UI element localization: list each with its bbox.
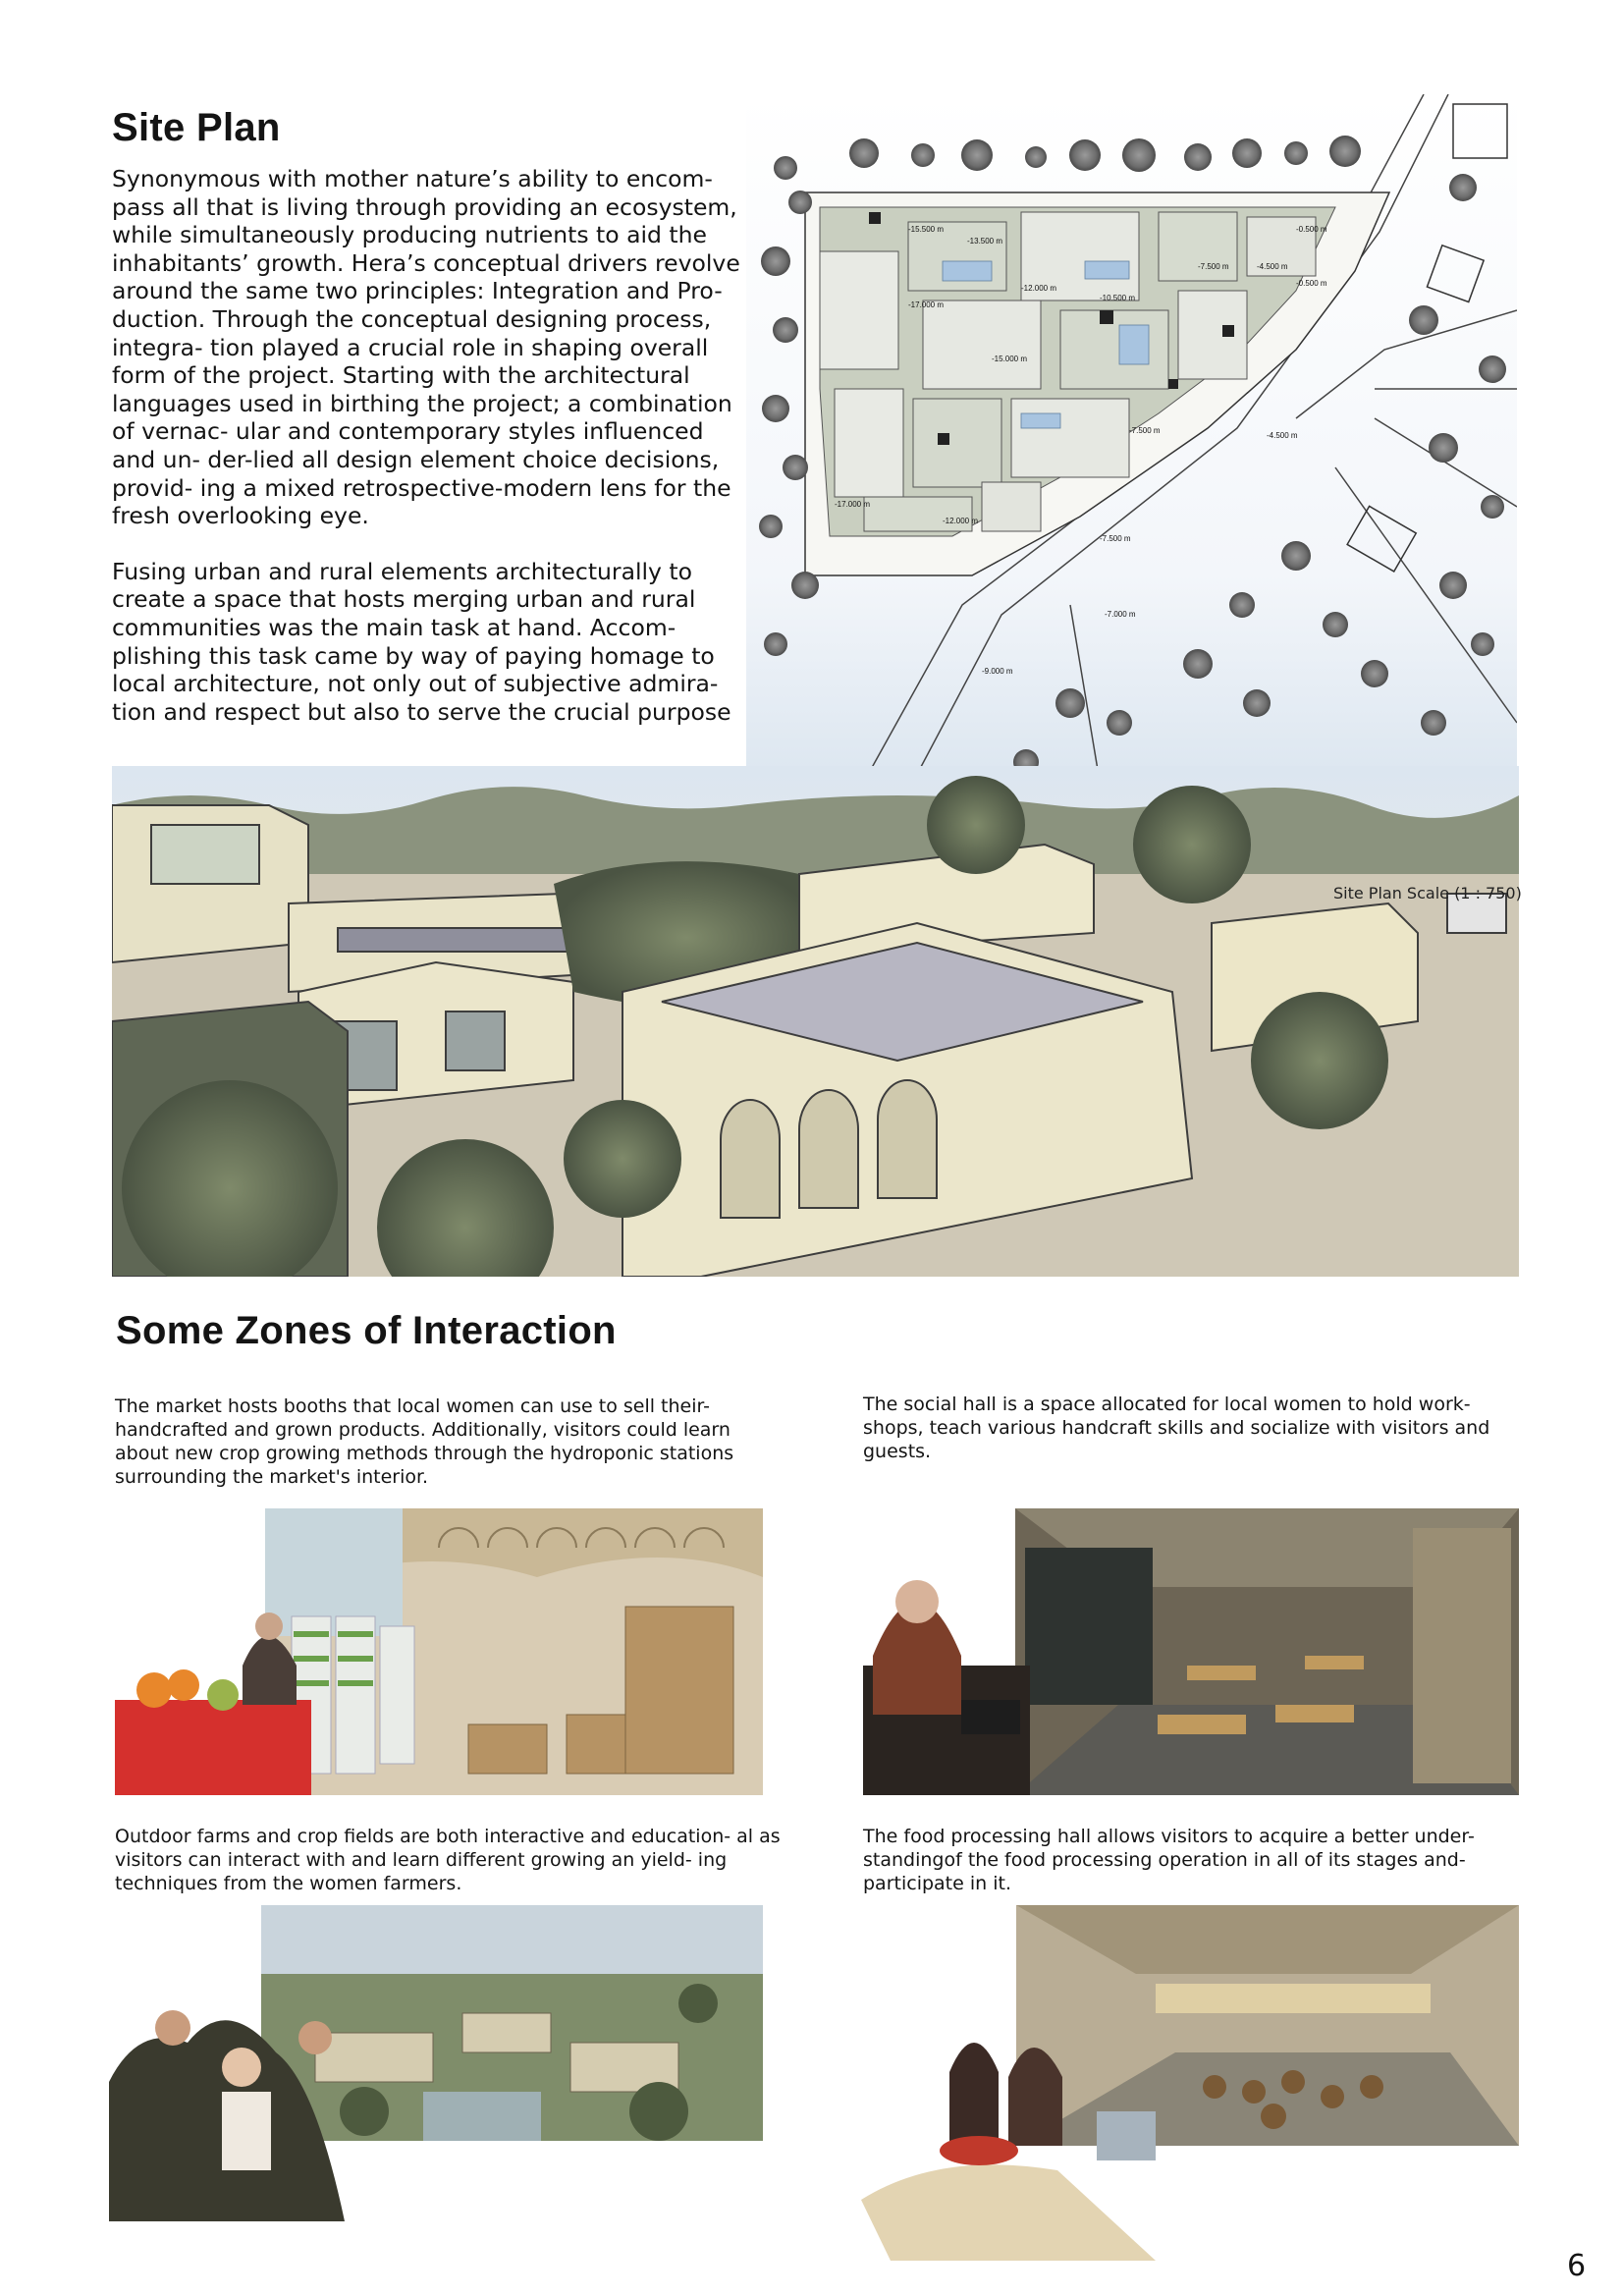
aerial-render — [112, 766, 1519, 1277]
level-label: -4.500 m — [1257, 262, 1288, 271]
site-plan-scale-label: Site Plan Scale (1 : 750) — [1333, 884, 1522, 902]
level-label: -4.500 m — [1267, 431, 1298, 440]
level-label: -7.500 m — [1100, 534, 1131, 543]
site-plan-drawing — [746, 94, 1517, 782]
food-processing-image — [861, 1905, 1519, 2261]
farms-description: Outdoor farms and crop fields are both interactive and education- al as visitors can interact with and learn different growing an yield- ing techniques from the women farmers. — [115, 1826, 781, 1894]
level-label: -17.000 m — [908, 301, 945, 309]
farms-image — [109, 1905, 763, 2221]
level-label: -0.500 m — [1296, 279, 1327, 288]
level-label: -7.500 m — [1198, 262, 1229, 271]
site-plan-title: Site Plan — [112, 106, 281, 149]
page-number: 6 — [1567, 2249, 1587, 2283]
market-stall — [115, 1700, 311, 1795]
market-description: The market hosts booths that local women can use to sell their- handcrafted and grown products. Additionally, visitors could learn about new crop growing methods through the hydroponic stations surrounding the market's interior. — [115, 1395, 734, 1488]
level-label: -9.000 m — [982, 667, 1013, 676]
site-plan-paragraph-2: Fusing urban and rural elements architecturally to create a space that hosts merging urban and rural communities was the main task at hand. Accom- plishing this task came by way of paying homage to local architecture, not only out of subjective admira- tion and respect but also to serve the crucial purpose — [112, 557, 731, 726]
social-hall-description: The social hall is a space allocated for local women to hold work- shops, teach various handcraft skills and socialize with visitors and guests. — [863, 1394, 1490, 1462]
food-processing-description: The food processing hall allows visitors to acquire a better under- standingof the food processing operation in all of its stages and- participate in it. — [863, 1826, 1475, 1894]
market-image — [115, 1508, 763, 1795]
level-label: -7.000 m — [1105, 610, 1136, 619]
woman-processing-1 — [949, 2043, 999, 2141]
zones-title: Some Zones of Interaction — [116, 1309, 617, 1352]
level-label: -15.500 m — [908, 225, 945, 234]
level-label: -17.000 m — [835, 500, 871, 509]
level-label: -13.500 m — [967, 237, 1003, 246]
site-plan-paragraph-1: Synonymous with mother nature’s ability to encom- pass all that is living through providing an ecosystem, while simultaneously producing nutrients to aid the inhabitants’ growth. Hera’s conceptual drivers revolve around the same two principles: Integration and Pro- duction. Through the conceptual designing process, integra- tion played a crucial role in shaping overall form of the project. Starting with the architectural languages used in birthing the project; a combination of vernac- ular and contemporary styles influenced and un- der-lied all design element choice decisions, provid- ing a mixed retrospective-modern lens for the fresh overlooking eye. — [112, 165, 740, 530]
burlap-sack — [861, 2164, 1156, 2261]
level-label: -15.000 m — [992, 355, 1028, 363]
level-label: -7.500 m — [1129, 426, 1161, 435]
level-label: -12.000 m — [1021, 284, 1057, 293]
level-label: -12.000 m — [943, 517, 979, 525]
site-plan-text — [112, 165, 750, 726]
social-hall-image — [863, 1508, 1519, 1795]
level-label: -10.500 m — [1100, 294, 1136, 302]
level-label: -0.500 m — [1296, 225, 1327, 234]
